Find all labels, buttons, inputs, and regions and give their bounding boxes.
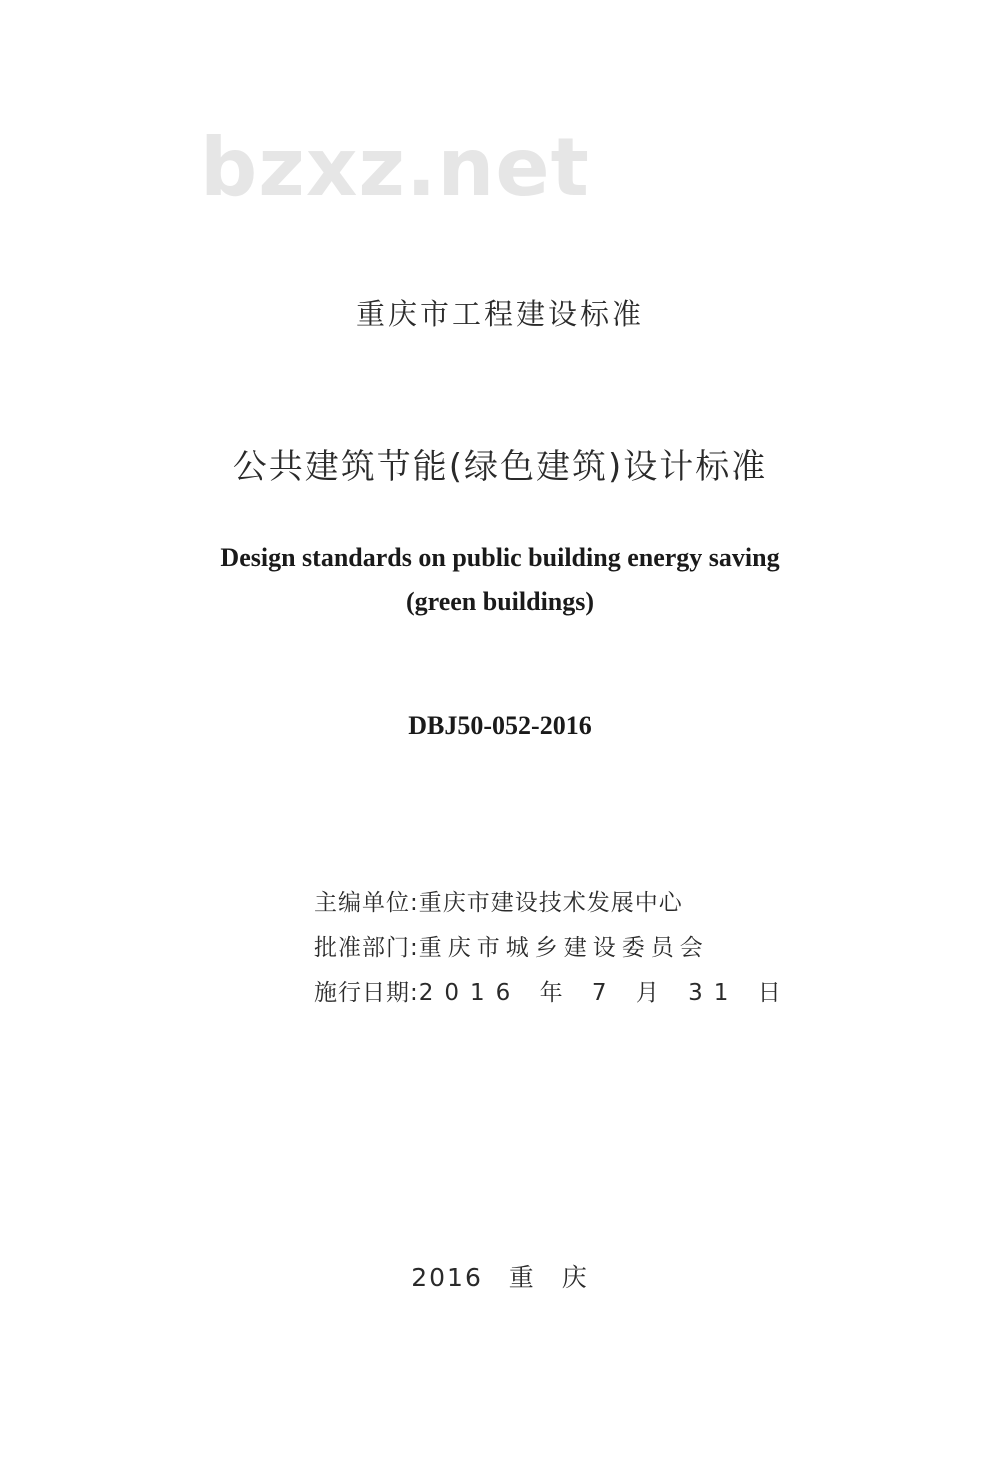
english-title [0, 536, 1000, 624]
series-title: 重庆市工程建设标准 [355, 297, 644, 331]
editor-row [314, 883, 792, 928]
editor-value: 重庆市建设技术发展中心 [418, 890, 683, 916]
footer-year-place: 2016 重 庆 [411, 1263, 589, 1292]
effective-date-label: 施行日期: [314, 980, 419, 1006]
approver-row [314, 928, 792, 973]
approver-value: 重庆市城乡建设委员会 [418, 935, 709, 961]
english-title-line-1: Design standards on public building energy saving [220, 543, 780, 572]
effective-date-value: 2016 年 7 月 31 日 [418, 980, 792, 1006]
editor-label: 主编单位: [314, 890, 419, 916]
chinese-title: 公共建筑节能(绿色建筑)设计标准 [232, 447, 768, 487]
approver-label: 批准部门: [314, 935, 419, 961]
publication-info [314, 883, 792, 1018]
standard-code: DBJ50-052-2016 [408, 711, 592, 740]
effective-date-row [314, 973, 792, 1018]
watermark: bzxz.net [200, 121, 590, 214]
english-title-line-2: (green buildings) [405, 587, 595, 616]
